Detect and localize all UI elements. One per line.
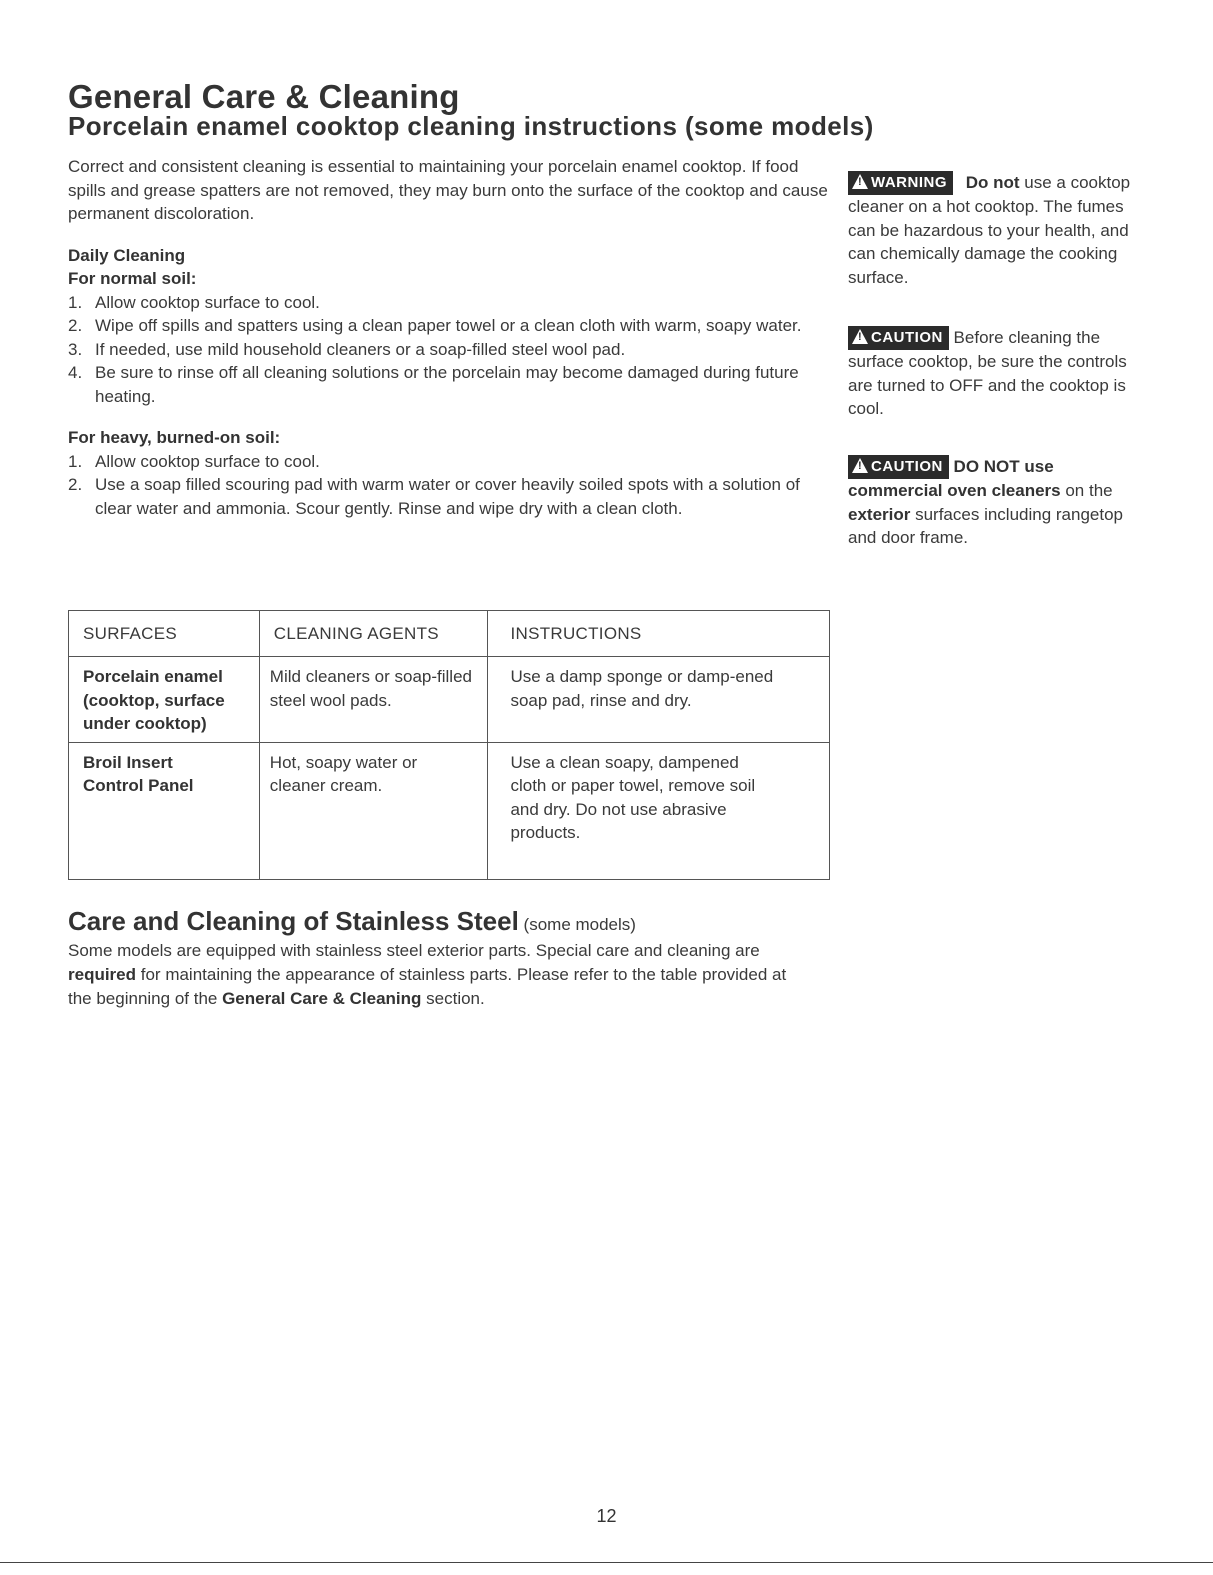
stainless-heading — [68, 906, 636, 937]
warning-triangle-icon — [852, 329, 868, 344]
step-number: 2. — [68, 316, 83, 335]
page-number: 12 — [596, 1506, 617, 1526]
list-item — [68, 361, 828, 408]
agents-cell: Hot, soapy water or cleaner cream. — [259, 742, 488, 879]
warning-triangle-icon — [852, 458, 868, 473]
caution-badge — [848, 326, 949, 350]
daily-cleaning-heading: Daily Cleaning — [68, 245, 186, 265]
stainless-text: for maintaining the appearance of stainless parts. Please refer to the table provided at the beginning of the — [68, 965, 787, 1008]
step-text: Wipe off spills and spatters using a clean paper towel or a clean cloth with warm, soapy water. — [95, 316, 802, 335]
stainless-emphasis: required — [68, 965, 137, 984]
cleaning-instructions — [68, 155, 828, 520]
list-item — [68, 450, 828, 474]
caution-notice-controls — [848, 326, 1148, 421]
step-text: If needed, use mild household cleaners or a soap-filled steel wool pad. — [95, 339, 626, 359]
normal-soil-heading: For normal soil: — [68, 269, 197, 288]
instructions-cell: Use a clean soapy, dampened cloth or paper towel, remove soil and dry. Do not use abrasive products. — [488, 742, 830, 879]
stainless-text: Some models are equipped with stainless steel exterior parts. Special care and cleaning are — [68, 941, 760, 960]
warning-text: use a cooktop cleaner on a hot cooktop. The fumes can be hazardous to your health, and can chemically damage the cooking surface. — [848, 173, 1131, 287]
step-number: 1. — [68, 292, 83, 312]
section-reference: General Care & Cleaning — [222, 989, 422, 1008]
agents-cell: Mild cleaners or soap-filled steel wool pads. — [259, 657, 488, 743]
caution-text: Before cleaning the surface cooktop, be sure the controls are turned to OFF and the cooktop is cool. — [848, 328, 1127, 418]
surface-cell: Porcelain enamel (cooktop, surface under cooktop) — [69, 657, 260, 743]
page-subtitle: Porcelain enamel cooktop cleaning instructions (some models) — [68, 111, 874, 141]
stainless-text: section. — [421, 989, 485, 1008]
table-row — [69, 657, 830, 743]
stainless-heading-text: Care and Cleaning of Stainless Steel — [68, 906, 519, 936]
table-header-row — [69, 611, 830, 657]
step-number: 1. — [68, 451, 83, 471]
step-number: 2. — [68, 475, 83, 494]
instructions-cell: Use a damp sponge or damp-ened soap pad, rinse and dry. — [488, 657, 830, 743]
caution-lead: DO NOT use commercial oven cleaners — [848, 457, 1061, 500]
caution-text: surfaces including rangetop and door frame. — [848, 504, 1124, 547]
bottom-divider — [0, 1562, 1213, 1563]
warning-badge — [848, 171, 953, 195]
warning-triangle-icon — [852, 174, 868, 189]
column-header: SURFACES — [69, 611, 260, 657]
caution-notice-oven-cleaners — [848, 455, 1148, 550]
heavy-soil-heading: For heavy, burned-on soil: — [68, 428, 281, 447]
table-row — [69, 742, 830, 879]
list-item — [68, 314, 828, 338]
step-number: 3. — [68, 339, 83, 359]
column-header: CLEANING AGENTS — [259, 611, 488, 657]
step-text: Allow cooktop surface to cool. — [95, 451, 320, 471]
warning-notice — [848, 171, 1148, 289]
normal-soil-steps — [68, 291, 828, 409]
step-text: Be sure to rinse off all cleaning solutions or the porcelain may become damaged during future heating. — [95, 363, 799, 406]
stainless-heading-note: (some models) — [518, 915, 636, 934]
warning-lead: Do not — [965, 173, 1020, 192]
caution-badge-label: CAUTION — [871, 329, 943, 346]
step-number: 4. — [68, 363, 83, 382]
step-text: Allow cooktop surface to cool. — [95, 292, 320, 312]
page-title: General Care & Cleaning — [68, 78, 460, 115]
stainless-paragraph — [68, 939, 788, 1011]
cleaning-table — [68, 610, 830, 880]
heavy-soil-steps — [68, 450, 828, 521]
step-text: Use a soap filled scouring pad with warm water or cover heavily soiled spots with a solution of clear water and ammonia. Scour gently. Rinse and wipe dry with a clean cloth. — [95, 475, 800, 518]
list-item — [68, 473, 828, 520]
warning-badge-label: WARNING — [871, 174, 947, 191]
caution-badge-label: CAUTION — [871, 458, 943, 475]
surface-cell: Broil Insert Control Panel — [69, 742, 260, 879]
list-item — [68, 338, 828, 362]
caution-badge — [848, 455, 949, 479]
list-item — [68, 291, 828, 315]
intro-paragraph: Correct and consistent cleaning is essential to maintaining your porcelain enamel cooktop. If food spills and grease spatters are not removed, they may burn onto the surface of the cooktop and cause permanent discoloration. — [68, 157, 828, 223]
caution-text: on the — [1060, 481, 1113, 500]
caution-emphasis: exterior — [848, 504, 911, 524]
column-header: INSTRUCTIONS — [488, 611, 830, 657]
